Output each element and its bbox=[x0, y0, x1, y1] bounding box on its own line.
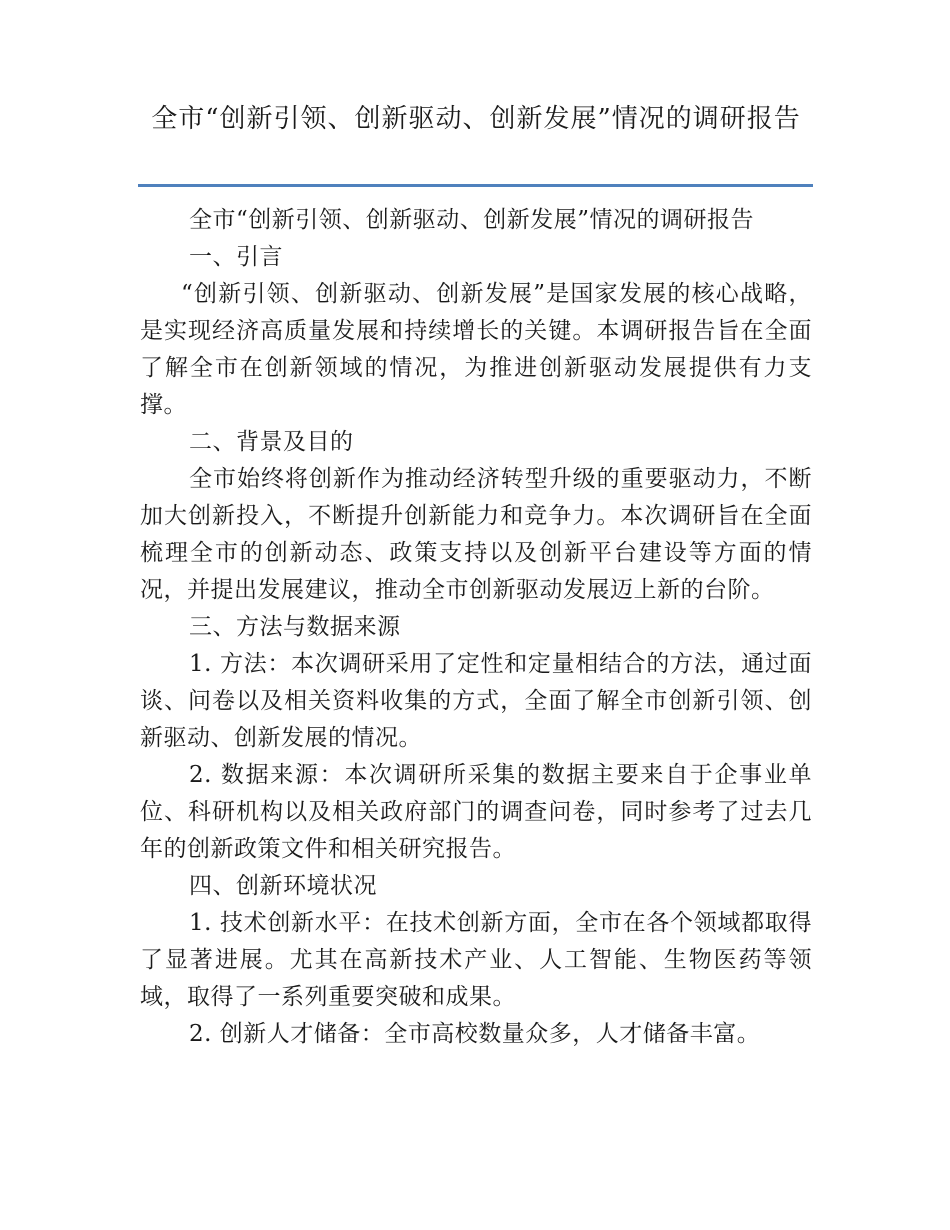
body-heading: 全市“创新引领、创新驱动、创新发展”情况的调研报告 bbox=[189, 207, 755, 233]
paragraph-talent-reserve: 2. 创新人才储备：全市高校数量众多，人才储备丰富。 bbox=[189, 1021, 761, 1047]
paragraph-background: 全市始终将创新作为推动经济转型升级的重要驱动力，不断加大创新投入，不断提升创新能力和竞争力。本次调研旨在全面梳理全市的创新动态、政策支持以及创新平台建设等方面的情况，并提出发展建议，推动全市创新驱动发展迈上新的台阶。 bbox=[140, 466, 812, 603]
paragraph-methods: 1. 方法：本次调研采用了定性和定量相结合的方法，通过面谈、问卷以及相关资料收集的方式，全面了解全市创新引领、创新驱动、创新发展的情况。 bbox=[140, 651, 812, 751]
section-heading-methods: 三、方法与数据来源 bbox=[189, 614, 401, 640]
paragraph-data-sources: 2. 数据来源：本次调研所采集的数据主要来自于企事业单位、科研机构以及相关政府部门的调查问卷，同时参考了过去几年的创新政策文件和相关研究报告。 bbox=[140, 762, 812, 862]
section-heading-environment: 四、创新环境状况 bbox=[189, 873, 377, 899]
document-body bbox=[140, 202, 812, 1053]
paragraph-tech-innovation: 1. 技术创新水平：在技术创新方面，全市在各个领域都取得了显著进展。尤其在高新技术产业、人工智能、生物医药等领域，取得了一系列重要突破和成果。 bbox=[140, 910, 812, 1010]
section-heading-background: 二、背景及目的 bbox=[189, 429, 354, 455]
section-heading-introduction: 一、引言 bbox=[189, 244, 283, 270]
title-divider bbox=[138, 184, 813, 187]
document-title: 全市“创新引领、创新驱动、创新发展”情况的调研报告 bbox=[151, 104, 801, 134]
paragraph-introduction: “创新引领、创新驱动、创新发展”是国家发展的核心战略，是实现经济高质量发展和持续增长的关键。本调研报告旨在全面了解全市在创新领域的情况，为推进创新驱动发展提供有力支撑。 bbox=[140, 281, 812, 418]
